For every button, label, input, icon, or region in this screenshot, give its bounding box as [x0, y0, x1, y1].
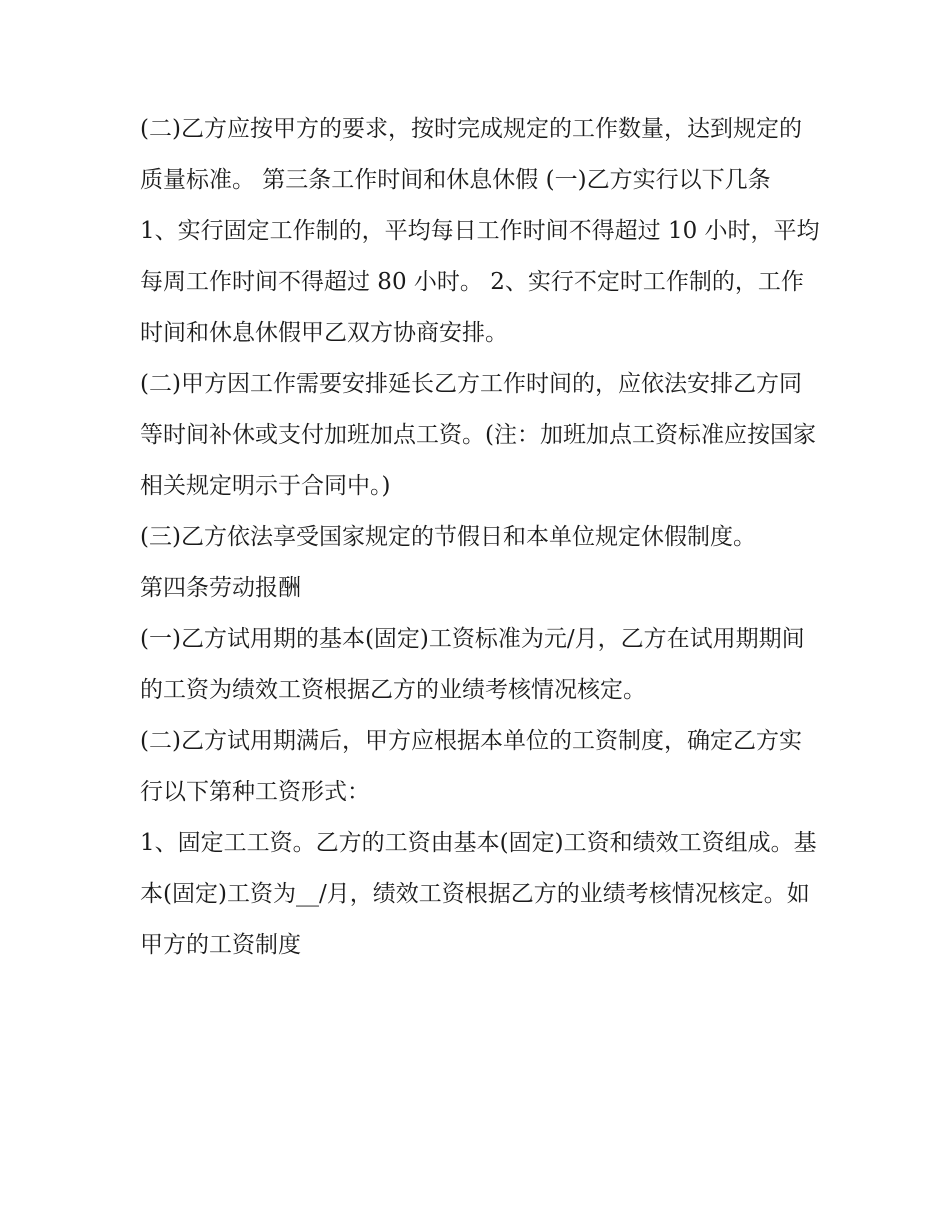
paragraph-holidays: (三)乙方依法享受国家规定的节假日和本单位规定休假制度。 — [140, 524, 756, 550]
paragraph-fixed-wage: 1、固定工工资。乙方的工资由基本(固定)工资和绩效工资组成。基本(固定)工资为__/月，绩效工资根据乙方的业绩考核情况核定。如甲方的工资制度 — [140, 830, 817, 958]
paragraph-work-quality: (二)乙方应按甲方的要求，按时完成规定的工作数量，达到规定的质量标准。 第三条工作时间和休息休假 (一)乙方实行以下几条 — [140, 116, 802, 193]
paragraph-probation-wage: (一)乙方试用期的基本(固定)工资标准为元/月，乙方在试用期期间的工资为绩效工资根据乙方的业绩考核情况核定。 — [140, 626, 805, 703]
paragraph-overtime: (二)甲方因工作需要安排延长乙方工作时间的，应依法安排乙方同等时间补休或支付加班加点工资。(注：加班加点工资标准应按国家相关规定明示于合同中。) — [140, 371, 816, 499]
paragraph-wage-form: (二)乙方试用期满后，甲方应根据本单位的工资制度，确定乙方实行以下第种工资形式： — [140, 728, 802, 805]
document-body — [140, 104, 820, 971]
section-heading-remuneration: 第四条劳动报酬 — [140, 575, 301, 601]
paragraph-work-hours: 1、实行固定工作制的，平均每日工作时间不得超过 10 小时，平均每周工作时间不得超过 80 小时。 2、实行不定时工作制的，工作时间和休息休假甲乙双方协商安排。 — [140, 218, 820, 346]
